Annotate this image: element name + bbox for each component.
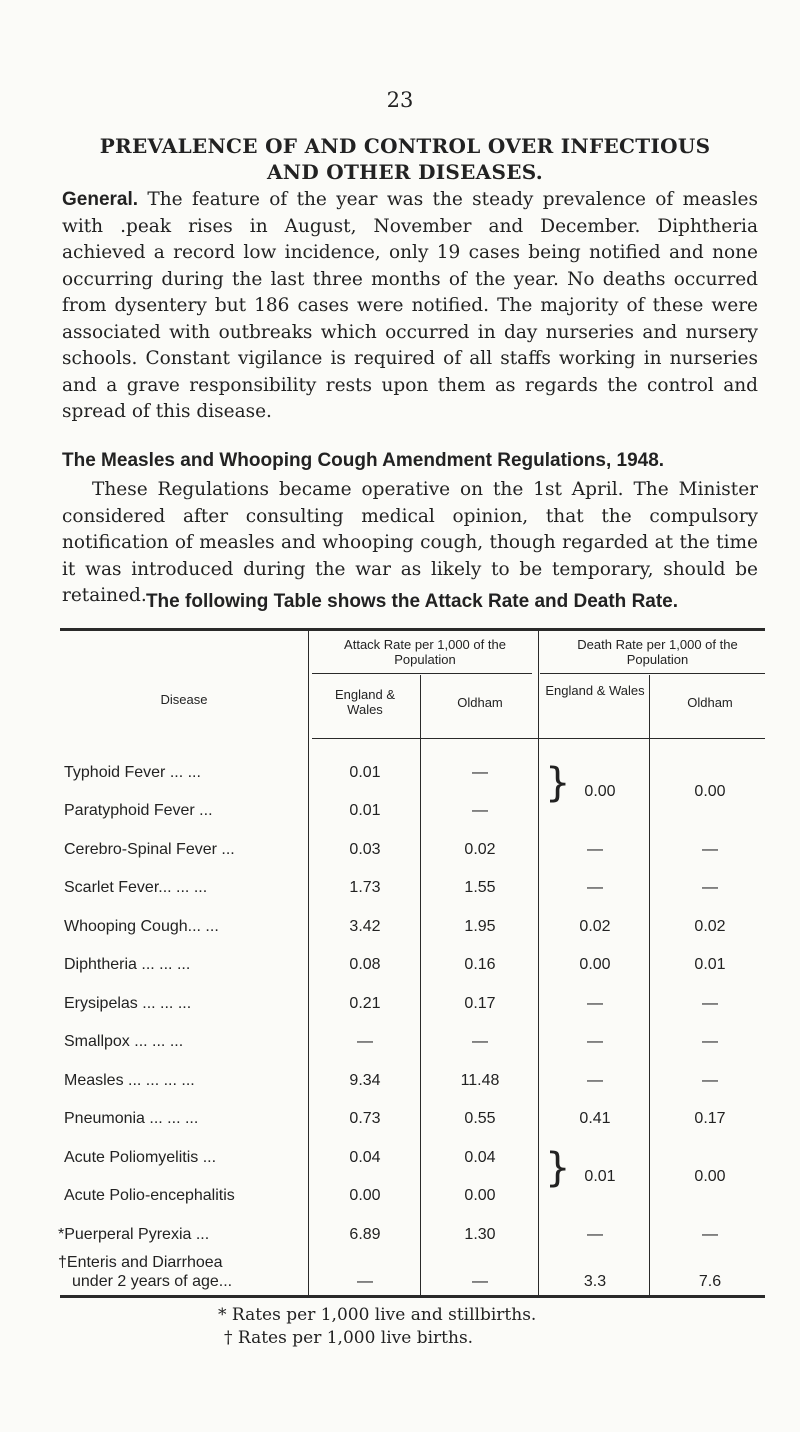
row-11-attack-oldham: 0.00 <box>464 1187 496 1204</box>
row-12-attack-oldham: 1.30 <box>464 1226 496 1243</box>
row-5-death-oldham: 0.01 <box>694 956 726 973</box>
row-9-death-ew: 0.41 <box>579 1110 611 1127</box>
col-rule-2 <box>420 675 421 1296</box>
row-7-attack-oldham: — <box>472 1033 488 1050</box>
row-10-attack-ew: 0.04 <box>349 1149 381 1166</box>
header-attack-group: Attack Rate per 1,000 of the Population <box>344 637 506 667</box>
row-12-disease: *Puerperal Pyrexia ... <box>58 1226 210 1243</box>
group-rule-attack <box>312 673 532 674</box>
row-8-disease: Measles ... ... ... ... <box>64 1072 195 1089</box>
row-9-disease: Pneumonia ... ... ... <box>64 1110 199 1127</box>
row-13-disease-line2: under 2 years of age... <box>72 1273 233 1290</box>
general-paragraph <box>62 187 758 426</box>
header-death-oldham: Oldham <box>687 695 733 710</box>
row-3-death-ew: — <box>587 879 603 896</box>
merged-polio-death-oldham: 0.00 <box>694 1168 726 1185</box>
row-3-attack-ew: 1.73 <box>349 879 381 896</box>
row-10-disease: Acute Poliomyelitis ... <box>64 1149 217 1166</box>
merged-typhoid-death-ew: 0.00 <box>584 783 616 800</box>
row-5-attack-ew: 0.08 <box>349 956 381 973</box>
row-13-attack-oldham: — <box>472 1273 488 1290</box>
group-rule-death <box>540 673 765 674</box>
col-rule-1 <box>308 628 309 1296</box>
row-4-death-oldham: 0.02 <box>694 918 726 935</box>
header-attack-ew: England & Wales <box>335 687 395 717</box>
row-8-attack-oldham: 11.48 <box>460 1072 500 1089</box>
header-disease: Disease <box>160 692 208 707</box>
row-11-attack-ew: 0.00 <box>349 1187 381 1204</box>
row-10-attack-oldham: 0.04 <box>464 1149 496 1166</box>
row-4-attack-oldham: 1.95 <box>464 918 496 935</box>
row-7-death-ew: — <box>587 1033 603 1050</box>
row-7-death-oldham: — <box>702 1033 718 1050</box>
row-4-attack-ew: 3.42 <box>349 918 381 935</box>
col-rule-3 <box>538 628 539 1296</box>
row-9-death-oldham: 0.17 <box>694 1110 726 1127</box>
row-6-attack-ew: 0.21 <box>349 995 381 1012</box>
row-5-attack-oldham: 0.16 <box>464 956 496 973</box>
brace-polio: } <box>545 1145 571 1191</box>
brace-typhoid: } <box>545 760 571 806</box>
row-6-attack-oldham: 0.17 <box>464 995 496 1012</box>
row-8-death-ew: — <box>587 1072 603 1089</box>
header-death-group: Death Rate per 1,000 of the Population <box>577 637 738 667</box>
page-title <box>60 133 750 185</box>
row-1-attack-oldham: — <box>472 802 488 819</box>
general-text: The feature of the year was the steady prevalence of measles with .peak rises in August, November and December. Diphtheria achieved a record low incidence, only 19 cases being notified and none occurring during the last three months of the year. No deaths occurred from dysentery but 186 cases were notified. The majority of these were associated with outbreaks which occurred in day nurseries and nursery schools. Constant vigilance is required of all staffs working in nurseries and a grave responsibility rests upon them as regards the control and spread of this disease. <box>62 189 758 422</box>
row-13-death-ew: 3.3 <box>583 1273 607 1290</box>
row-3-death-oldham: — <box>702 879 718 896</box>
footnote-stillbirths: * Rates per 1,000 live and stillbirths. <box>218 1305 537 1325</box>
col-rule-4 <box>649 675 650 1296</box>
row-2-disease: Cerebro-Spinal Fever ... <box>64 841 235 858</box>
general-lead: General. <box>62 189 139 210</box>
table-bottom-rule <box>60 1295 765 1298</box>
row-2-attack-ew: 0.03 <box>349 841 381 858</box>
row-7-attack-ew: — <box>357 1033 373 1050</box>
row-3-attack-oldham: 1.55 <box>464 879 496 896</box>
row-4-disease: Whooping Cough... ... <box>64 918 219 935</box>
row-5-death-ew: 0.00 <box>579 956 611 973</box>
row-8-attack-ew: 9.34 <box>349 1072 381 1089</box>
row-2-death-oldham: — <box>702 841 718 858</box>
page-number: 23 <box>386 88 414 112</box>
table-top-rule <box>60 628 765 631</box>
row-9-attack-oldham: 0.55 <box>464 1110 496 1127</box>
row-6-death-ew: — <box>587 995 603 1012</box>
title-line-1: PREVALENCE OF AND CONTROL OVER INFECTIOUS <box>99 134 711 158</box>
row-6-death-oldham: — <box>702 995 718 1012</box>
row-9-attack-ew: 0.73 <box>349 1110 381 1127</box>
row-1-disease: Paratyphoid Fever ... <box>64 802 213 819</box>
table-heading: The following Table shows the Attack Rate and Death Rate. <box>145 591 679 612</box>
header-attack-oldham: Oldham <box>457 695 503 710</box>
title-line-2: AND OTHER DISEASES. <box>266 160 544 184</box>
row-8-death-oldham: — <box>702 1072 718 1089</box>
merged-polio-death-ew: 0.01 <box>584 1168 616 1185</box>
row-4-death-ew: 0.02 <box>579 918 611 935</box>
regulations-paragraph: These Regulations became operative on the 1st April. The Minister considered after consulting medical opinion, that the compulsory notification of measles and whooping cough, though regarded at the time it was introduced during the war as likely to be temporary, should be retained. <box>62 479 758 606</box>
regulations-heading: The Measles and Whooping Cough Amendment Regulations, 1948. <box>62 450 665 471</box>
row-2-attack-oldham: 0.02 <box>464 841 496 858</box>
row-13-disease: †Enteris and Diarrhoea <box>58 1254 223 1271</box>
footnote-live-births: † Rates per 1,000 live births. <box>224 1328 474 1348</box>
row-12-death-oldham: — <box>702 1226 718 1243</box>
row-0-disease: Typhoid Fever ... ... <box>64 764 201 781</box>
row-2-death-ew: — <box>587 841 603 858</box>
row-11-disease: Acute Polio-encephalitis <box>64 1187 235 1204</box>
row-5-disease: Diphtheria ... ... ... <box>64 956 191 973</box>
row-3-disease: Scarlet Fever... ... ... <box>64 879 208 896</box>
row-1-attack-ew: 0.01 <box>349 802 381 819</box>
row-12-attack-ew: 6.89 <box>349 1226 381 1243</box>
row-0-attack-oldham: — <box>472 764 488 781</box>
row-7-disease: Smallpox ... ... ... <box>64 1033 184 1050</box>
row-13-attack-ew: — <box>357 1273 373 1290</box>
row-6-disease: Erysipelas ... ... ... <box>64 995 192 1012</box>
row-12-death-ew: — <box>587 1226 603 1243</box>
header-death-ew: England & Wales <box>545 683 645 698</box>
merged-typhoid-death-oldham: 0.00 <box>694 783 726 800</box>
row-13-death-oldham: 7.6 <box>698 1273 722 1290</box>
row-0-attack-ew: 0.01 <box>349 764 381 781</box>
